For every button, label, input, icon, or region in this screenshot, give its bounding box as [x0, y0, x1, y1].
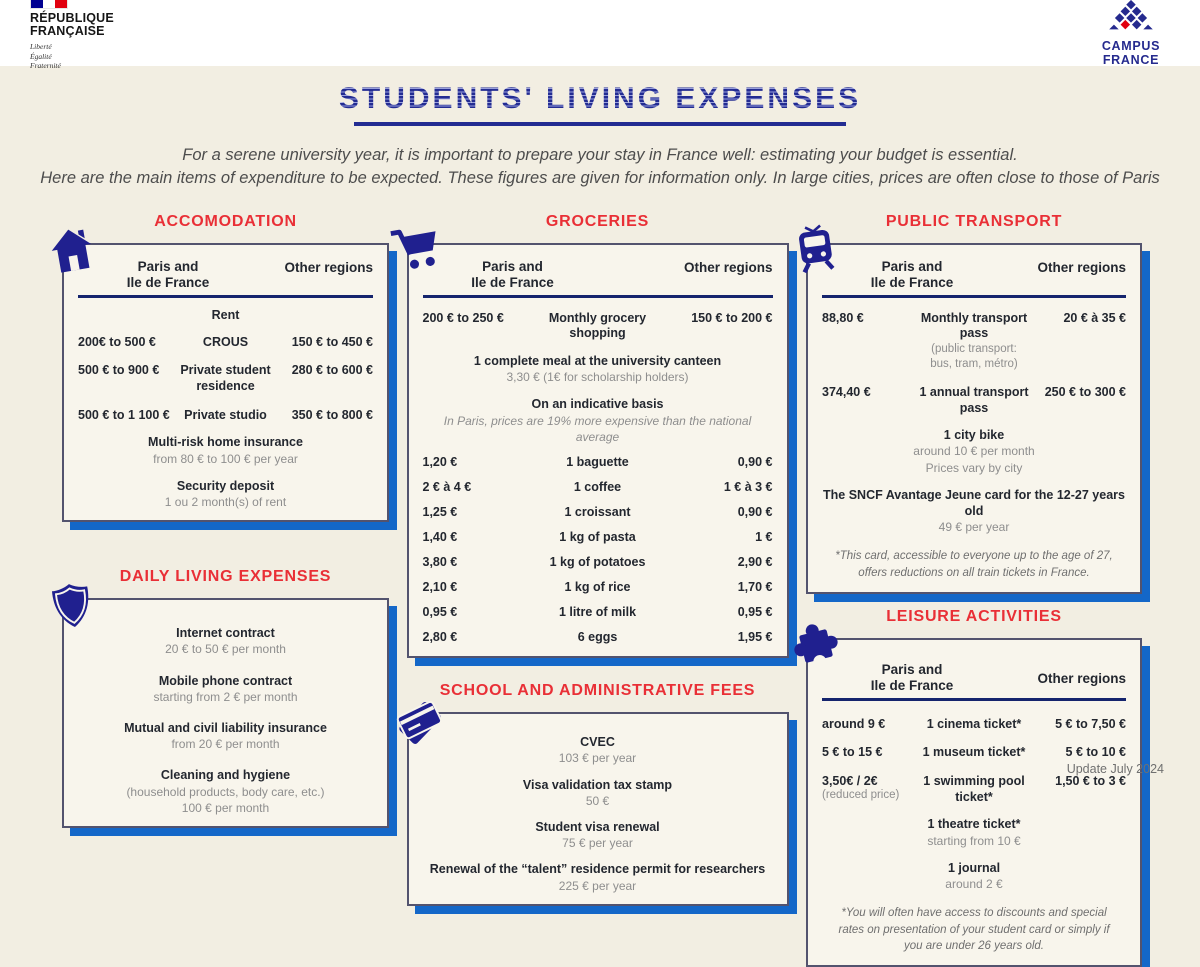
column-headers — [822, 650, 1126, 695]
theatre-note: 1 theatre ticket* starting from 10 € — [927, 817, 1021, 848]
cards-grid — [0, 213, 1200, 967]
transport-footnote: *This card, accessible to everyone up to the age of 27, offers reductions on all train tickets in France. — [835, 550, 1113, 580]
header-other-regions: Other regions — [1037, 670, 1126, 686]
column-left — [62, 213, 389, 967]
note: Mutual and civil liability insurance from 20 € per month — [124, 721, 327, 752]
table-row: 3,50€ / 2€ (reduced price) 1 swimming pool ticket* 1,50 € to 3 € — [822, 774, 1126, 804]
house-icon — [42, 221, 102, 281]
table-row: 3,80 € 1 kg of potatoes 2,90 € — [422, 555, 773, 570]
table-row: 2 € à 4 € 1 coffee 1 € à 3 € — [422, 479, 773, 494]
divider — [423, 295, 773, 298]
table-row: 500 € to 1 100 € Private studio 350 € to 800 € — [78, 407, 373, 422]
leisure-section — [806, 608, 1142, 967]
table-row: 0,95 € 1 litre of milk 0,95 € — [422, 605, 773, 620]
accommodation-card — [62, 243, 389, 522]
table-row: around 9 € 1 cinema ticket* 5 € to 7,50 € — [822, 716, 1126, 731]
note: Mobile phone contract starting from 2 € per month — [153, 673, 298, 704]
shield-icon — [43, 577, 102, 636]
city-bike-note: 1 city bike around 10 € per month Prices vary by city — [913, 428, 1035, 475]
tram-icon — [787, 221, 846, 280]
school-fees-card — [407, 712, 789, 906]
header-other-regions: Other regions — [1037, 259, 1126, 275]
column-headers — [423, 255, 773, 292]
groceries-section — [407, 213, 789, 658]
journal-note: 1 journal around 2 € — [945, 860, 1003, 891]
card-title: PUBLIC TRANSPORT — [885, 212, 1063, 230]
header-other-regions: Other regions — [284, 259, 373, 275]
accommodation-section — [62, 213, 389, 522]
page-title: STUDENTS' LIVING EXPENSES — [0, 82, 1200, 116]
rent-section-label: Rent — [211, 307, 240, 322]
table-row: 5 € to 15 € 1 museum ticket* 5 € to 10 € — [822, 745, 1126, 760]
header-paris: Paris and Ile de France — [870, 661, 954, 694]
table-row: 200€ to 500 € CROUS 150 € to 450 € — [78, 334, 373, 349]
table-row: 1,20 € 1 baguette 0,90 € — [422, 454, 773, 469]
intro-line-2: Here are the main items of expenditure to be expected. These figures are given for information only. In large cities, prices are often close to those of Paris — [40, 169, 1160, 188]
intro-line-1: For a serene university year, it is important to prepare your stay in France well: estimating your budget is essential. — [182, 146, 1018, 164]
table-row: 500 € to 900 € Private student residence 280 € to 600 € — [78, 363, 373, 394]
header-band — [0, 0, 1200, 71]
note: CVEC 103 € per year — [558, 735, 637, 766]
shopping-cart-icon — [386, 221, 446, 281]
leisure-footnote: *You will often have access to discounts and special rates on presentation of your student card or simply if you are under 26 years old. — [838, 907, 1110, 953]
table-row: 2,80 € 6 eggs 1,95 € — [422, 630, 773, 645]
sncf-card-note: The SNCF Avantage Jeune card for the 12-27 years old 49 € per year — [823, 487, 1125, 535]
daily-living-card — [62, 598, 389, 828]
header-paris: Paris and Ile de France — [126, 258, 210, 291]
divider — [822, 698, 1126, 701]
table-row: 88,80 € Monthly transport pass (public transport: bus, tram, métro) 20 € à 35 € — [822, 310, 1126, 370]
table-row: 200 € to 250 € Monthly grocery shopping 150 € to 200 € — [422, 310, 773, 341]
note: Student visa renewal 75 € per year — [535, 819, 660, 851]
column-middle — [407, 213, 789, 967]
card-title: SCHOOL AND ADMINISTRATIVE FEES — [439, 682, 756, 700]
intro-text — [0, 144, 1200, 191]
note: Renewal of the “talent” residence permit for researchers 225 € per year — [429, 862, 766, 893]
card-title: ACCOMODATION — [154, 212, 297, 230]
daily-living-section — [62, 568, 389, 828]
table-row: 374,40 € 1 annual transport pass 250 € to 300 € — [822, 384, 1126, 415]
school-fees-section — [407, 682, 789, 906]
note: Visa validation tax stamp 50 € — [522, 777, 673, 808]
table-row: 2,10 € 1 kg of rice 1,70 € — [422, 580, 773, 595]
public-transport-section — [806, 213, 1142, 594]
grocery-price-list — [423, 455, 773, 647]
card-title: LEISURE ACTIVITIES — [886, 607, 1062, 625]
campus-france-name: CAMPUS FRANCE — [1101, 39, 1161, 67]
column-right — [806, 213, 1142, 967]
header-paris: Paris and Ile de France — [870, 258, 954, 291]
canteen-note: 1 complete meal at the university canteen 3,30 € (1€ for scholarship holders) — [473, 354, 722, 385]
title-underline — [354, 122, 846, 126]
header-paris: Paris and Ile de France — [471, 258, 554, 291]
card-title: DAILY LIVING EXPENSES — [119, 568, 332, 586]
french-flag-icon — [30, 0, 68, 9]
column-headers — [78, 255, 373, 292]
republique-name: RÉPUBLIQUE FRANÇAISE — [30, 10, 114, 39]
note: Security deposit 1 ou 2 month(s) of rent — [164, 478, 287, 509]
leisure-card — [806, 638, 1142, 967]
column-headers — [822, 255, 1126, 292]
note: Cleaning and hygiene (household products, body care, etc.) 100 € per month — [126, 768, 325, 815]
table-row: 1,40 € 1 kg of pasta 1 € — [422, 529, 773, 544]
republique-francaise-logo — [30, 0, 114, 71]
motto: Liberté Égalité Fraternité — [30, 41, 61, 71]
campus-france-logo — [1100, 0, 1162, 67]
header-other-regions: Other regions — [683, 259, 773, 275]
card-title: GROCERIES — [545, 212, 650, 230]
note: Internet contract 20 € to 50 € per month — [165, 626, 286, 657]
update-date: Update July 2024 — [1066, 762, 1164, 776]
indicative-note: On an indicative basis In Paris, prices are 19% more expensive than the national average — [443, 397, 752, 444]
divider — [822, 295, 1126, 298]
note: Multi-risk home insurance from 80 € to 100 € per year — [148, 435, 303, 466]
table-row: 1,25 € 1 croissant 0,90 € — [422, 504, 773, 519]
divider — [78, 295, 373, 298]
groceries-card — [407, 243, 789, 658]
campus-france-diamonds-icon — [1100, 0, 1162, 40]
public-transport-card — [806, 243, 1142, 594]
